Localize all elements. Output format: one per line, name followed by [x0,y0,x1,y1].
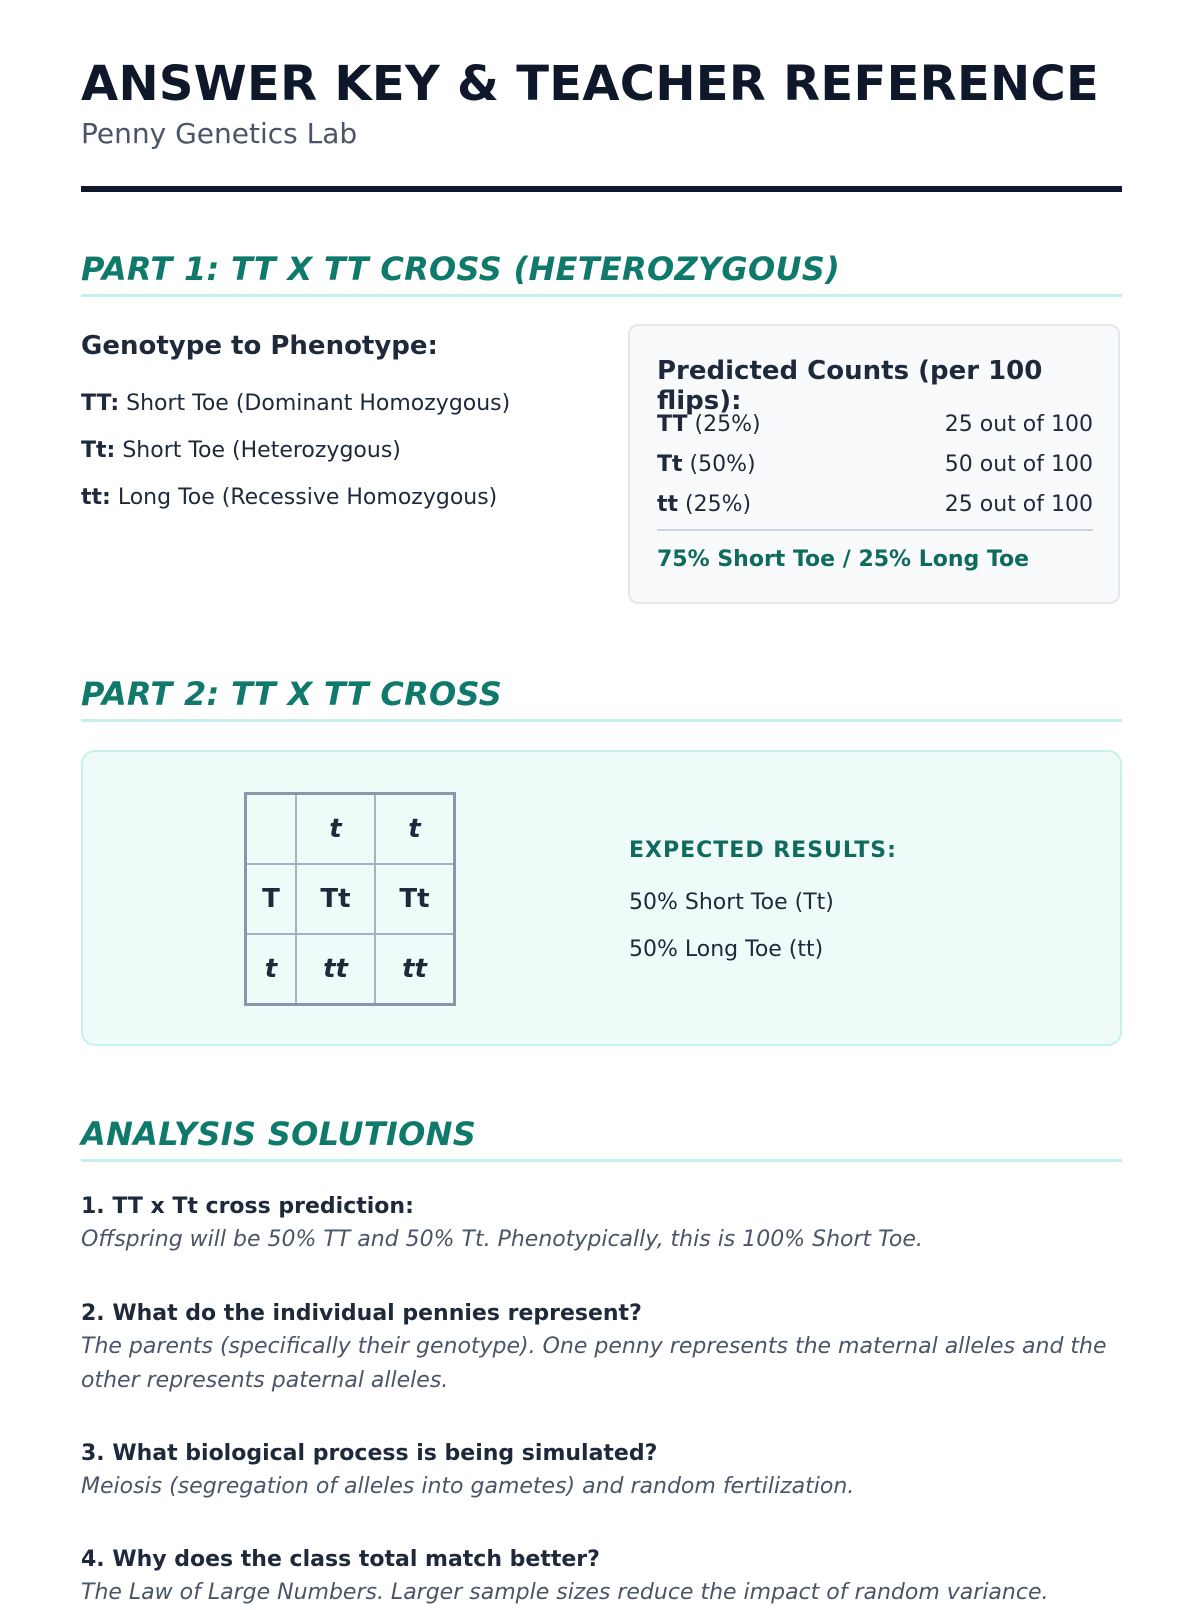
expected-results-heading: EXPECTED RESULTS: [629,838,897,863]
analysis-item [81,1297,1122,1398]
punnett-square [244,792,456,1006]
genotype-description: Short Toe (Heterozygous) [115,438,401,463]
analysis-answer: Offspring will be 50% TT and 50% Tt. Phenotypically, this is 100% Short Toe. [81,1227,923,1252]
predicted-genotype: TT [657,412,688,437]
predicted-percent: (25%) [678,492,752,517]
predicted-percent: (50%) [682,452,756,477]
predicted-count: 25 out of 100 [944,412,1093,437]
title-divider [81,186,1122,192]
genotype-description: Long Toe (Recessive Homozygous) [110,485,498,510]
punnett-cell: tt [296,934,375,1005]
predicted-summary: 75% Short Toe / 25% Long Toe [657,547,1030,572]
analysis-answer: Meiosis (segregation of alleles into gametes) and random fertilization. [81,1474,855,1499]
title-block [81,52,1122,152]
punnett-col-header: t [296,794,375,865]
expected-results [629,838,897,973]
predicted-divider [657,529,1093,531]
genotype-item [81,380,601,427]
part2-heading: PART 2: TT X TT CROSS [81,671,1122,722]
predicted-count: 50 out of 100 [944,452,1093,477]
page-title: ANSWER KEY & TEACHER REFERENCE [81,56,1100,112]
punnett-cell: tt [375,934,455,1005]
predicted-row [657,412,1093,437]
analysis-item [81,1190,1122,1257]
punnett-cell: Tt [296,864,375,934]
genotype-code: Tt: [81,438,116,463]
punnett-col-header: t [375,794,455,865]
genotype-item [81,427,601,474]
expected-result-line: 50% Long Toe (tt) [629,937,824,962]
punnett-row-header: T [246,864,297,934]
punnett-corner-cell [246,794,297,865]
genotype-heading: Genotype to Phenotype: [81,331,438,361]
analysis-item [81,1437,1122,1504]
analysis-question: 2. What do the individual pennies represent? [81,1301,642,1326]
punnett-row [246,864,455,934]
predicted-percent: (25%) [687,412,761,437]
expected-result-line: 50% Short Toe (Tt) [629,890,834,915]
analysis-heading: ANALYSIS SOLUTIONS [81,1111,1122,1162]
genotype-phenotype-list [81,326,601,521]
punnett-row-header: t [246,934,297,1005]
genotype-item [81,474,601,521]
analysis-question: 3. What biological process is being simulated? [81,1441,658,1466]
analysis-question: 4. Why does the class total match better? [81,1547,600,1572]
genotype-code: TT: [81,391,120,416]
predicted-row [657,452,1093,477]
predicted-count: 25 out of 100 [944,492,1093,517]
punnett-row [246,934,455,1005]
analysis-answer: The Law of Large Numbers. Larger sample sizes reduce the impact of random variance. [81,1580,1049,1605]
predicted-genotype: Tt [657,452,683,477]
analysis-answer: The parents (specifically their genotype). One penny represents the maternal alleles and the other represents paternal alleles. [81,1334,1107,1393]
analysis-question: 1. TT x Tt cross prediction: [81,1194,414,1219]
punnett-cell: Tt [375,864,455,934]
predicted-counts-panel [628,324,1120,604]
genotype-code: tt: [81,485,111,510]
punnett-header-row [246,794,455,865]
page-subtitle: Penny Genetics Lab [81,117,358,150]
punnett-panel [81,750,1122,1046]
part1-heading: PART 1: TT X TT CROSS (HETEROZYGOUS) [81,246,1122,297]
predicted-counts-heading: Predicted Counts (per 100 flips): [657,356,1043,416]
predicted-genotype: tt [657,492,679,517]
genotype-description: Short Toe (Dominant Homozygous) [119,391,511,416]
predicted-row [657,492,1093,517]
